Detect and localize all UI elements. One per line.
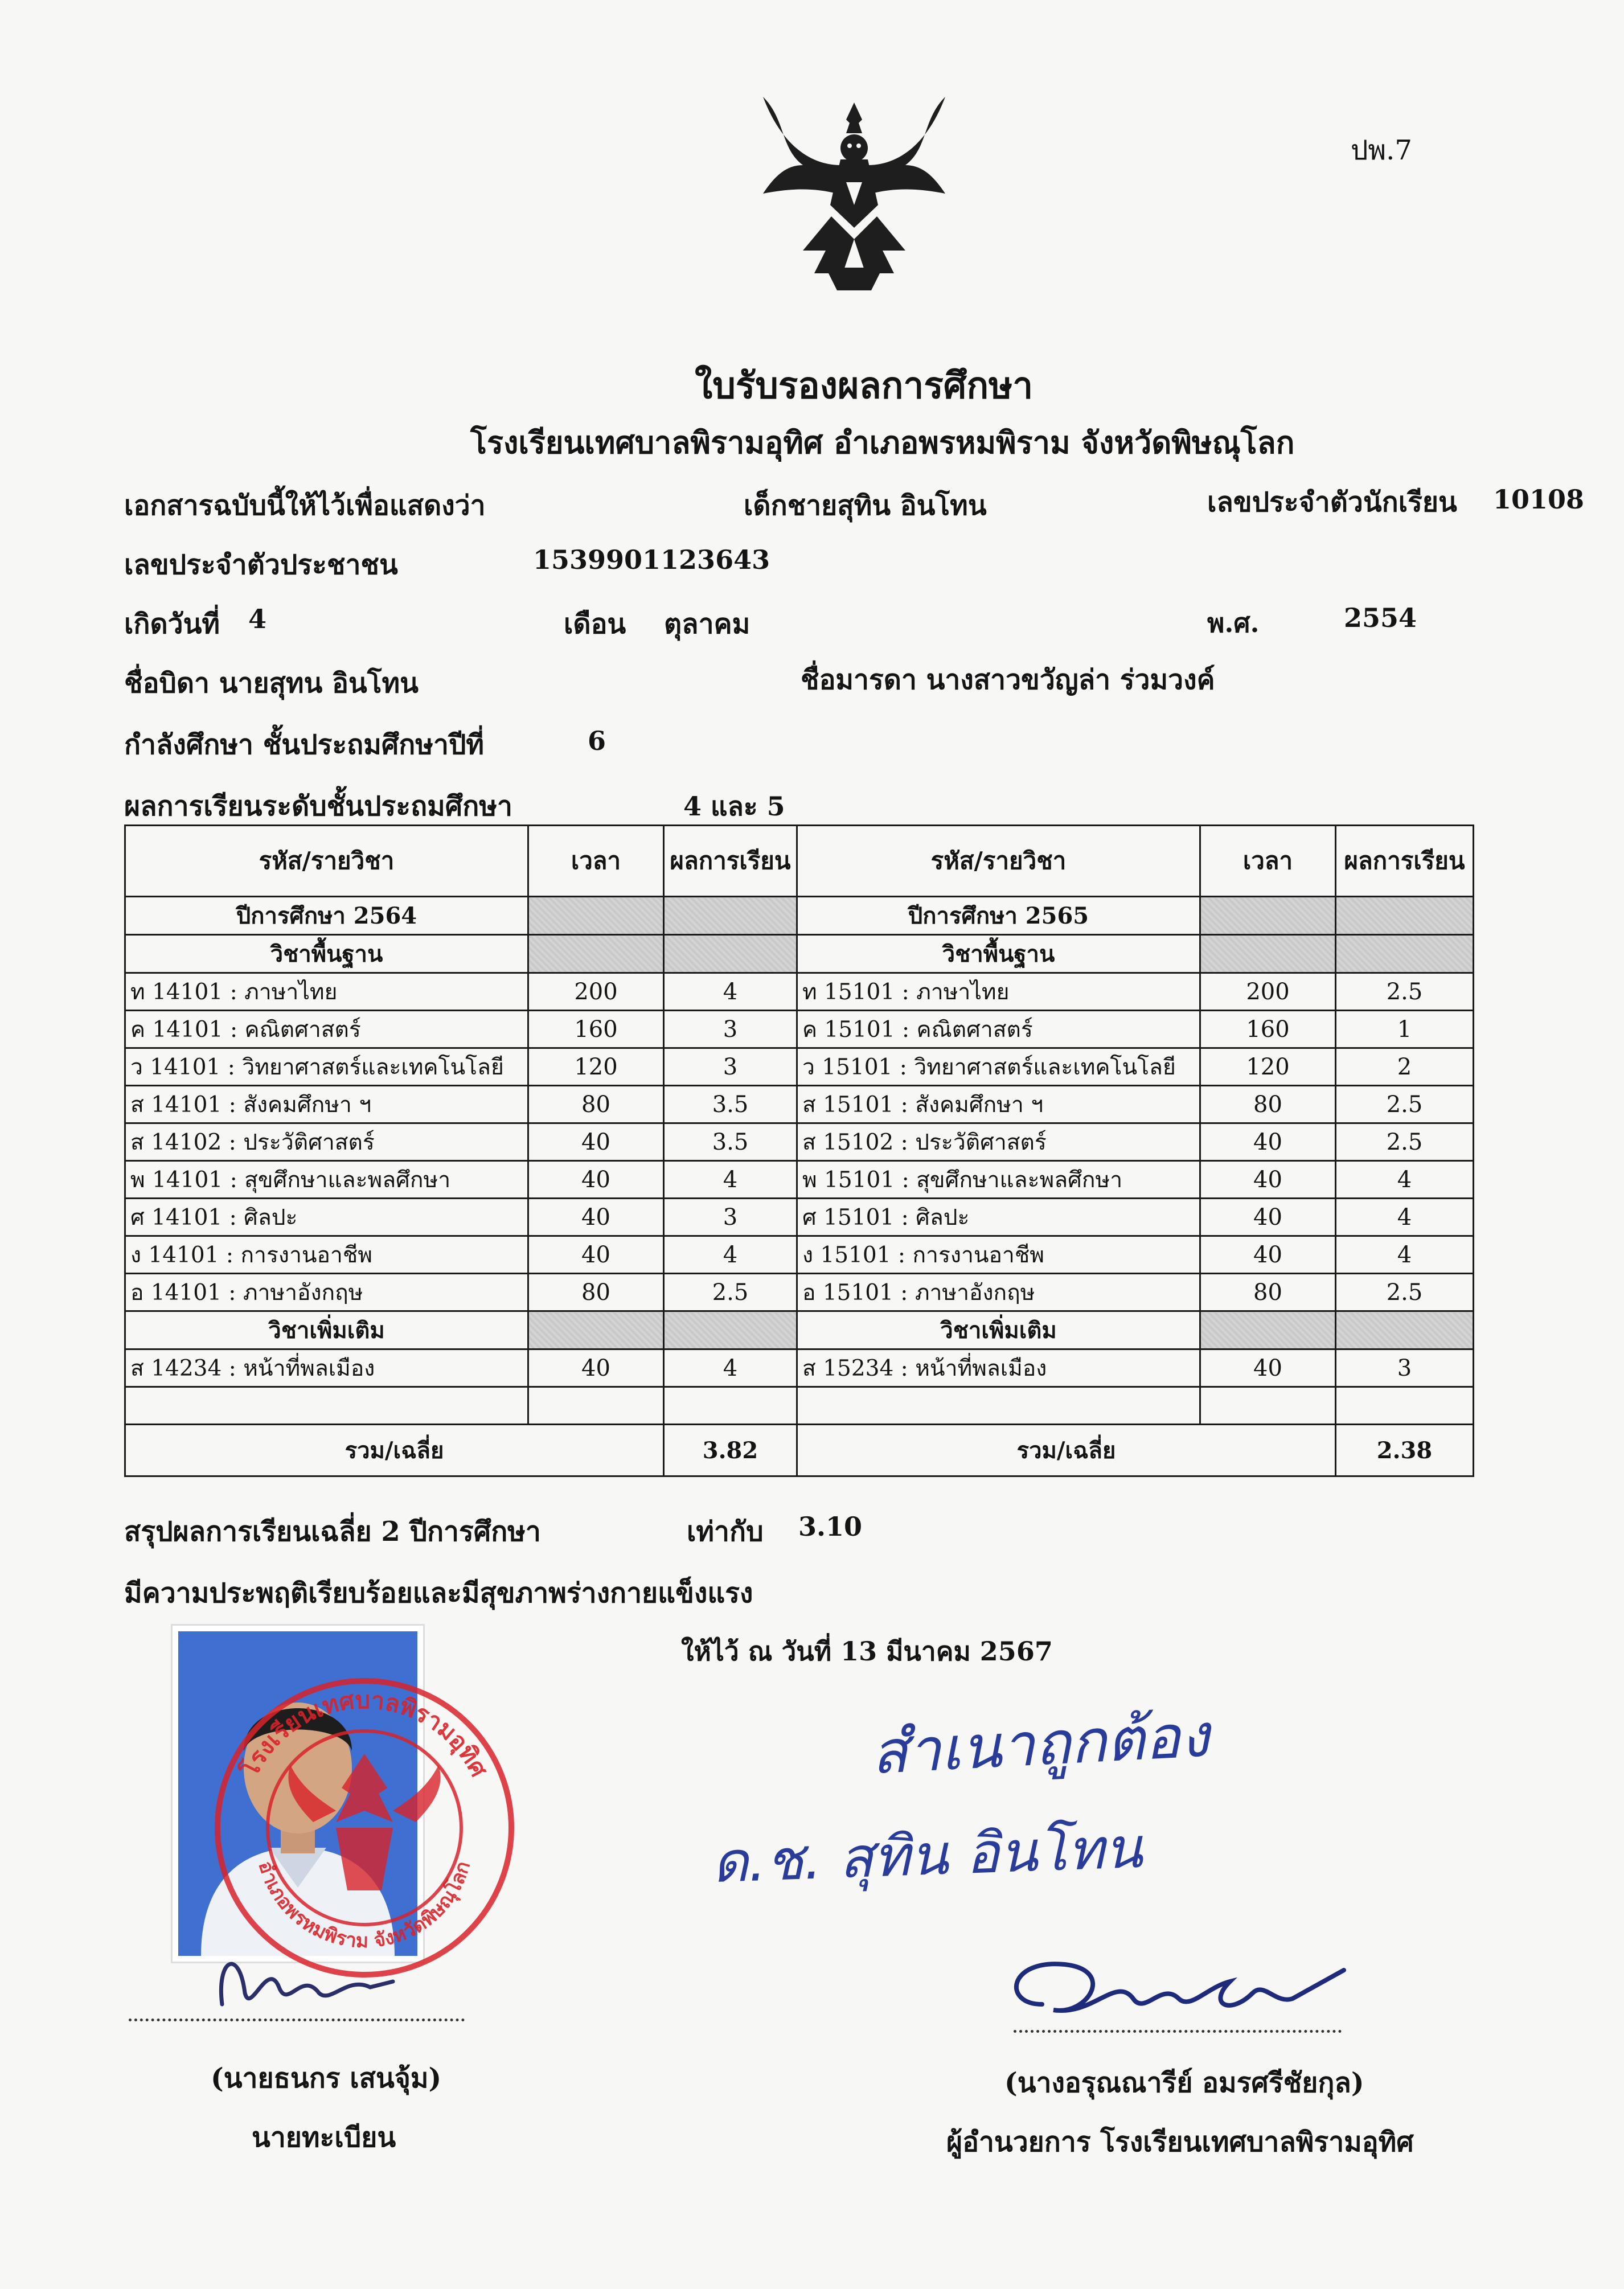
- shaded-cell: [664, 897, 797, 935]
- table-row: [125, 1199, 1474, 1236]
- table-row: [125, 1236, 1474, 1274]
- subject-right: ส 15234 : หน้าที่พลเมือง: [797, 1349, 1200, 1387]
- birth-year: 2554: [1344, 602, 1417, 633]
- time-left: 40: [528, 1349, 664, 1387]
- subject-left: ค 14101 : คณิตศาสตร์: [125, 1011, 528, 1048]
- birth-day: 4: [248, 604, 267, 634]
- shaded-cell: [528, 897, 664, 935]
- registrar-title: นายทะเบียน: [252, 2122, 396, 2153]
- handwritten-student-name: ด.ช. สุทิน อินโทน: [711, 1815, 1144, 1896]
- table-row: [125, 1048, 1474, 1086]
- registrar-signature-line: [129, 2019, 465, 2021]
- grade-left: 3: [664, 1199, 797, 1236]
- citizen-id-label: เลขประจำตัวประชาชน: [124, 549, 398, 581]
- intro-label: เอกสารฉบับนี้ให้ไว้เพื่อแสดงว่า: [124, 490, 486, 522]
- header-result-left: ผลการเรียน: [664, 826, 797, 897]
- year-row-left: ปีการศึกษา 2564: [125, 897, 528, 935]
- time-left: 200: [528, 973, 664, 1011]
- citizen-id: 1539901123643: [533, 544, 770, 575]
- subject-right: ค 15101 : คณิตศาสตร์: [797, 1011, 1200, 1048]
- studying-grade: 6: [588, 725, 606, 756]
- shaded-cell: [1336, 935, 1474, 973]
- grade-left: 4: [664, 973, 797, 1011]
- mother-name: ชื่อมารดา นางสาวขวัญล่า ร่วมวงค์: [801, 664, 1215, 696]
- shaded-cell: [1200, 935, 1336, 973]
- grade-right: 4: [1336, 1199, 1474, 1236]
- time-left: 40: [528, 1199, 664, 1236]
- subject-left: ท 14101 : ภาษาไทย: [125, 973, 528, 1011]
- handwritten-certified-copy: สำเนาถูกต้อง: [870, 1700, 1211, 1788]
- birth-day-label: เกิดวันที่: [124, 608, 220, 640]
- shaded-cell: [664, 1311, 797, 1349]
- father-name: ชื่อบิดา นายสุทน อินโทน: [124, 667, 419, 699]
- form-code: ปพ.7: [1351, 134, 1412, 166]
- issued-date: ให้ไว้ ณ วันที่ 13 มีนาคม 2567: [681, 1636, 1053, 1667]
- grade-right: 3: [1336, 1349, 1474, 1387]
- table-row: [125, 1274, 1474, 1311]
- summary-label: สรุปผลการเรียนเฉลี่ย 2 ปีการศึกษา: [124, 1516, 541, 1548]
- year-row: [125, 897, 1474, 935]
- table-row: [125, 1086, 1474, 1123]
- birth-year-label: พ.ศ.: [1207, 608, 1260, 638]
- grade-right: 2.5: [1336, 973, 1474, 1011]
- time-left: 40: [528, 1161, 664, 1199]
- shaded-cell: [1200, 1311, 1336, 1349]
- subject-right: ศ 15101 : ศิลปะ: [797, 1199, 1200, 1236]
- empty-row: [125, 1387, 1474, 1425]
- total-label-right: รวม/เฉลี่ย: [797, 1425, 1336, 1476]
- empty-cell: [797, 1387, 1200, 1425]
- shaded-cell: [1200, 897, 1336, 935]
- document-title: ใบรับรองผลการศึกษา: [695, 364, 1034, 407]
- student-name: เด็กชายสุทิน อินโทน: [744, 490, 987, 522]
- table-row: [125, 1161, 1474, 1199]
- grade-right: 4: [1336, 1236, 1474, 1274]
- grade-left: 3.5: [664, 1086, 797, 1123]
- shaded-cell: [528, 1311, 664, 1349]
- time-left: 80: [528, 1274, 664, 1311]
- empty-cell: [664, 1387, 797, 1425]
- school-line: โรงเรียนเทศบาลพิรามอุทิศ อำเภอพรหมพิราม จังหวัดพิษณุโลก: [470, 424, 1295, 461]
- subject-left: อ 14101 : ภาษาอังกฤษ: [125, 1274, 528, 1311]
- results-level-value: 4 และ 5: [683, 791, 785, 822]
- birth-month-label: เดือน: [564, 608, 626, 640]
- time-right: 120: [1200, 1048, 1336, 1086]
- subject-left: พ 14101 : สุขศึกษาและพลศึกษา: [125, 1161, 528, 1199]
- grade-left: 3.5: [664, 1123, 797, 1161]
- grade-left: 4: [664, 1349, 797, 1387]
- time-right: 40: [1200, 1123, 1336, 1161]
- time-right: 40: [1200, 1349, 1336, 1387]
- subject-left: ส 14234 : หน้าที่พลเมือง: [125, 1349, 528, 1387]
- time-right: 160: [1200, 1011, 1336, 1048]
- time-left: 40: [528, 1236, 664, 1274]
- grade-right: 2: [1336, 1048, 1474, 1086]
- subject-right: ท 15101 : ภาษาไทย: [797, 973, 1200, 1011]
- subject-right: พ 15101 : สุขศึกษาและพลศึกษา: [797, 1161, 1200, 1199]
- grade-left: 4: [664, 1161, 797, 1199]
- subject-left: ง 14101 : การงานอาชีพ: [125, 1236, 528, 1274]
- time-right: 40: [1200, 1199, 1336, 1236]
- header-result-right: ผลการเรียน: [1336, 826, 1474, 897]
- extra-label-row-left: วิชาเพิ่มเติม: [125, 1311, 528, 1349]
- time-left: 40: [528, 1123, 664, 1161]
- header-time-right: เวลา: [1200, 826, 1336, 897]
- grade-right: 2.5: [1336, 1274, 1474, 1311]
- grades-body: [125, 897, 1474, 1476]
- stamp-text-top: โรงเรียนเทศบาลพิรามอุทิศ: [235, 1685, 494, 1782]
- year-row-right: ปีการศึกษา 2565: [797, 897, 1200, 935]
- empty-cell: [125, 1387, 528, 1425]
- table-row: [125, 973, 1474, 1011]
- shaded-cell: [1336, 1311, 1474, 1349]
- grade-right: 2.5: [1336, 1086, 1474, 1123]
- subject-right: ส 15101 : สังคมศึกษา ฯ: [797, 1086, 1200, 1123]
- header-time-left: เวลา: [528, 826, 664, 897]
- grade-left: 4: [664, 1236, 797, 1274]
- grade-left: 3: [664, 1048, 797, 1086]
- core-label-row: [125, 935, 1474, 973]
- core-label-row-left: วิชาพื้นฐาน: [125, 935, 528, 973]
- director-signature: [991, 1936, 1355, 2038]
- total-value-right: 2.38: [1336, 1425, 1474, 1476]
- birth-month: ตุลาคม: [664, 608, 751, 640]
- total-row: [125, 1425, 1474, 1476]
- grades-table: [124, 824, 1474, 1477]
- time-right: 40: [1200, 1161, 1336, 1199]
- director-signature-line: [1014, 2030, 1342, 2033]
- time-left: 160: [528, 1011, 664, 1048]
- empty-cell: [1200, 1387, 1336, 1425]
- subject-left: ส 14102 : ประวัติศาสตร์: [125, 1123, 528, 1161]
- time-right: 40: [1200, 1236, 1336, 1274]
- total-label-left: รวม/เฉลี่ย: [125, 1425, 664, 1476]
- grade-left: 3: [664, 1011, 797, 1048]
- registrar-name: (นายธนกร เสนจุ้ม): [211, 2062, 442, 2094]
- shaded-cell: [664, 935, 797, 973]
- conduct-statement: มีความประพฤติเรียบร้อยและมีสุขภาพร่างกายแข็งแรง: [124, 1577, 753, 1609]
- subject-right: ว 15101 : วิทยาศาสตร์และเทคโนโลยี: [797, 1048, 1200, 1086]
- student-id: 10108: [1493, 484, 1585, 515]
- stamp-text-bottom: อำเภอพรหมพิราม จังหวัดพิษณุโลก: [253, 1858, 475, 1953]
- time-left: 80: [528, 1086, 664, 1123]
- time-right: 80: [1200, 1086, 1336, 1123]
- subject-left: ศ 14101 : ศิลปะ: [125, 1199, 528, 1236]
- studying-label: กำลังศึกษา ชั้นประถมศึกษาปีที่: [124, 729, 485, 761]
- empty-cell: [528, 1387, 664, 1425]
- subject-right: ง 15101 : การงานอาชีพ: [797, 1236, 1200, 1274]
- director-title: ผู้อำนวยการ โรงเรียนเทศบาลพิรามอุทิศ: [946, 2126, 1414, 2158]
- table-row: [125, 1349, 1474, 1387]
- time-right: 80: [1200, 1274, 1336, 1311]
- director-name: (นางอรุณณารีย์ อมรศรีชัยกุล): [1004, 2067, 1364, 2099]
- extra-label-row: [125, 1311, 1474, 1349]
- core-label-row-right: วิชาพื้นฐาน: [797, 935, 1200, 973]
- time-left: 120: [528, 1048, 664, 1086]
- grade-right: 1: [1336, 1011, 1474, 1048]
- grade-right: 2.5: [1336, 1123, 1474, 1161]
- subject-left: ส 14101 : สังคมศึกษา ฯ: [125, 1086, 528, 1123]
- garuda-emblem-icon: [740, 80, 968, 307]
- extra-label-row-right: วิชาเพิ่มเติม: [797, 1311, 1200, 1349]
- shaded-cell: [1336, 897, 1474, 935]
- registrar-signature: [205, 1925, 410, 2027]
- subject-left: ว 14101 : วิทยาศาสตร์และเทคโนโลยี: [125, 1048, 528, 1086]
- table-header-row: [125, 826, 1474, 897]
- summary-value: 3.10: [798, 1511, 863, 1542]
- header-subject-right: รหัส/รายวิชา: [797, 826, 1200, 897]
- empty-cell: [1336, 1387, 1474, 1425]
- table-row: [125, 1123, 1474, 1161]
- student-id-label: เลขประจำตัวนักเรียน: [1207, 486, 1457, 518]
- grade-right: 4: [1336, 1161, 1474, 1199]
- subject-right: อ 15101 : ภาษาอังกฤษ: [797, 1274, 1200, 1311]
- grade-left: 2.5: [664, 1274, 797, 1311]
- subject-right: ส 15102 : ประวัติศาสตร์: [797, 1123, 1200, 1161]
- total-value-left: 3.82: [664, 1425, 797, 1476]
- summary-equals: เท่ากับ: [687, 1516, 764, 1548]
- table-row: [125, 1011, 1474, 1048]
- header-subject-left: รหัส/รายวิชา: [125, 826, 528, 897]
- shaded-cell: [528, 935, 664, 973]
- time-right: 200: [1200, 973, 1336, 1011]
- results-level-label: ผลการเรียนระดับชั้นประถมศึกษา: [124, 790, 512, 822]
